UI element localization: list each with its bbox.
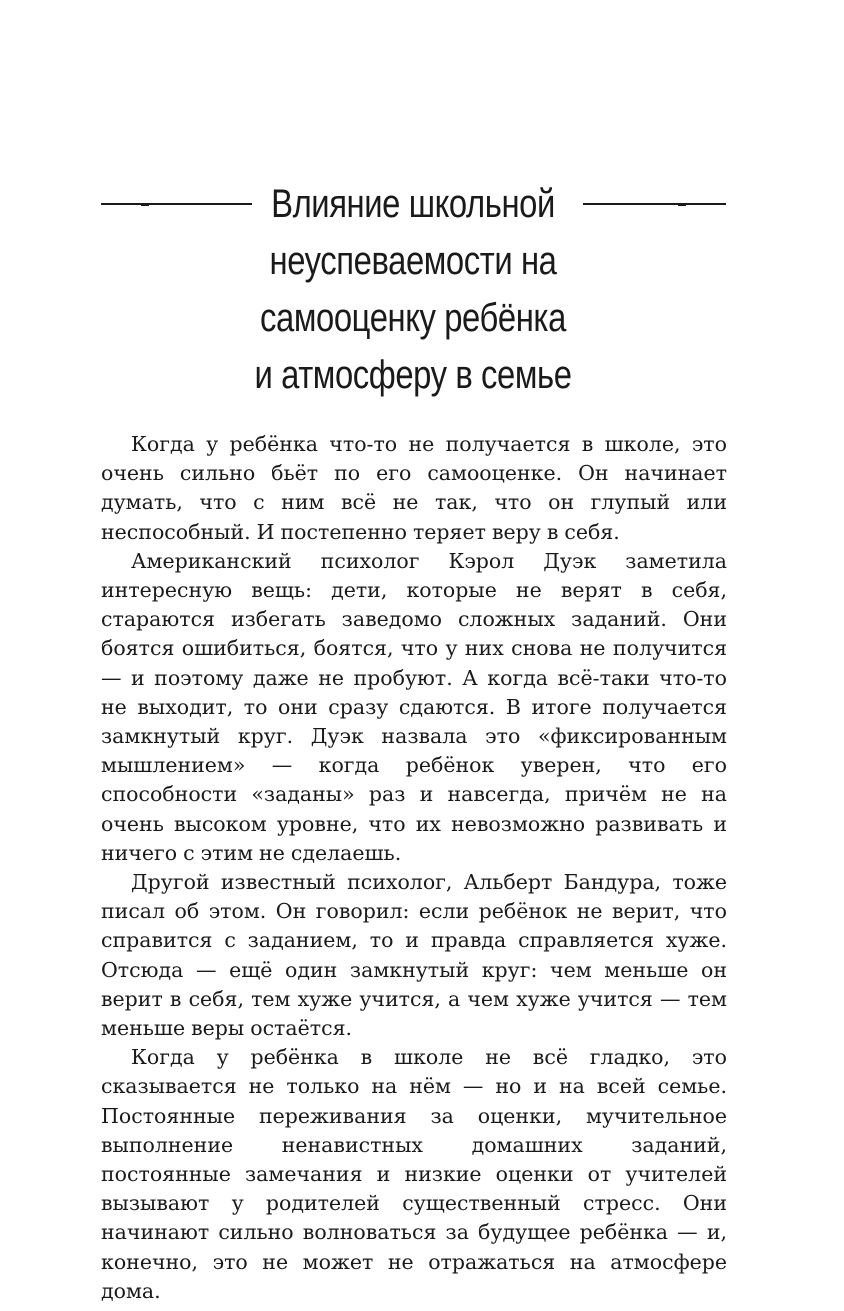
paragraph-4: Когда у ребёнка в школе не всё гладко, это сказывается не только на нём — но и на всей семье. Постоянные переживания за оценки, мучительное выполнение ненавистных домашних заданий, постоянные замечания и низкие оценки от учителей вызывают у родителей существенный стресс. Они начинают сильно волноваться за будущее ребёнка — и, конечно, это не может не отражаться на атмосфере дома. [101,1045,727,1303]
body-text [101,430,727,1306]
chapter-title [100,176,726,404]
chapter-title-line-3: самооценку ребёнка [260,296,566,340]
chapter-title-line-1: Влияние школьной [271,182,555,226]
paragraph-1: Когда у ребёнка что-то не получается в школе, это очень сильно бьёт по его самооценке. Он начинает думать, что с ним всё не так, что он глупый или неспособный. И постепенно теряет веру в себя. [101,432,727,544]
chapter-title-line-2: неуспеваемости на [269,239,557,283]
paragraph-3: Другой известный психолог, Альберт Бандура, тоже писал об этом. Он говорил: если ребёнок не верит, что справится с заданием, то и правда справляется хуже. Отсюда — ещё один замкнутый круг: чем меньше он верит в себя, тем хуже учится, а чем хуже учится — тем меньше веры остаётся. [101,870,727,1041]
paragraph-2: Американский психолог Кэрол Дуэк заметила интересную вещь: дети, которые не верят в себя, стараются избегать заведомо сложных заданий. Они боятся ошибиться, боятся, что у них снова не получится — и поэтому даже не пробуют. А когда всё-таки что-то не выходит, то они сразу сдаются. В итоге получается замкнутый круг. Дуэк назвала это «фиксированным мышлением» — когда ребёнок уверен, что его способности «заданы» раз и навсегда, причём не на очень высоком уровне, что их невозможно развивать и ничего с этим не сделаешь. [101,548,727,865]
chapter-title-line-4: и атмосферу в семье [254,353,572,397]
